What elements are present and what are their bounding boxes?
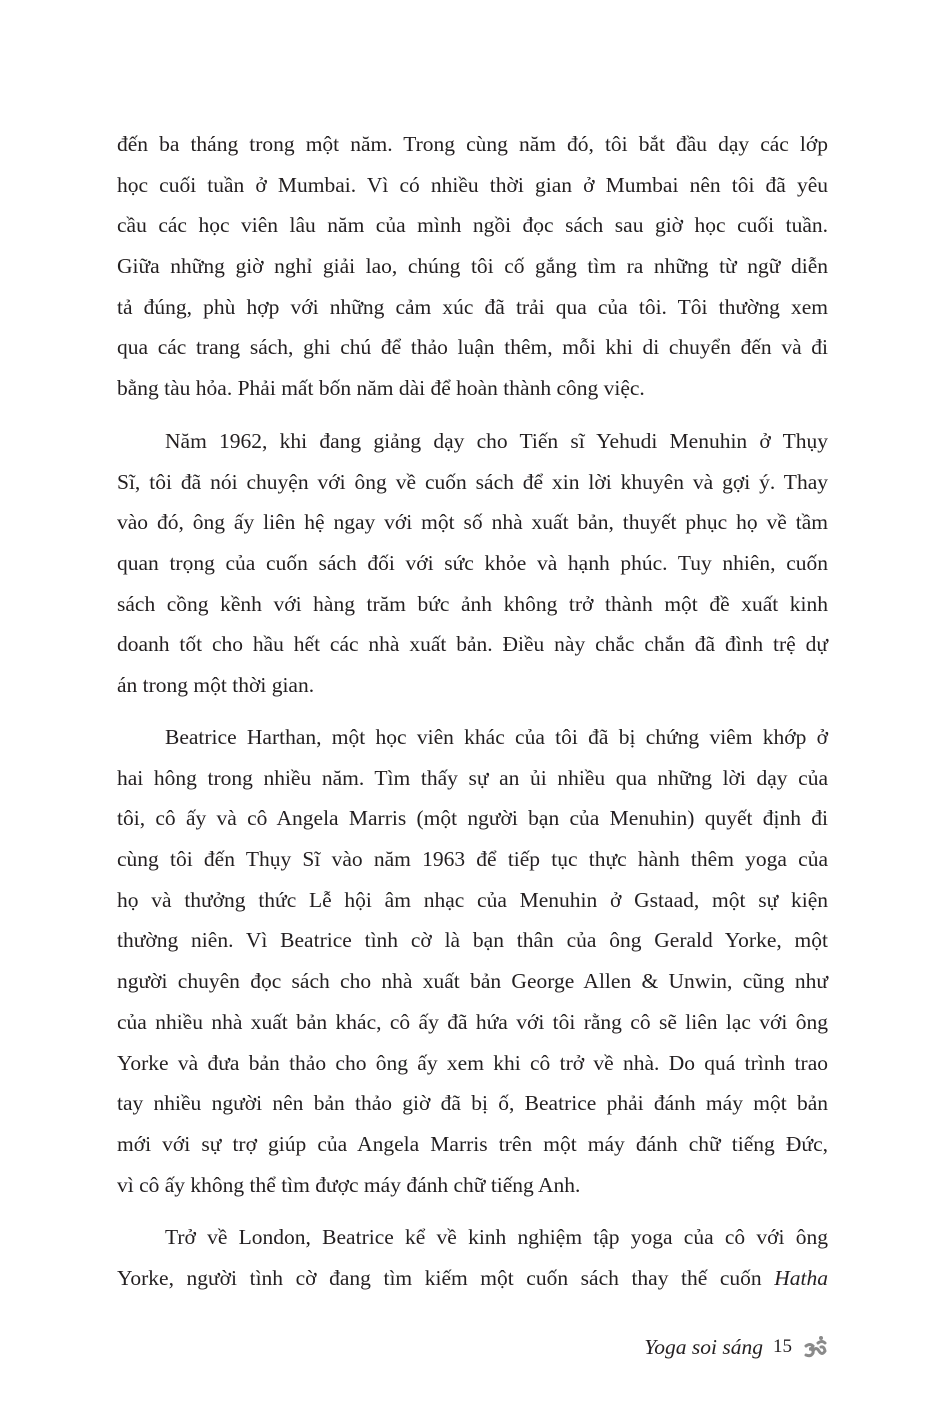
paragraph-4 xyxy=(117,1217,828,1298)
running-title: Yoga soi sáng xyxy=(644,1334,763,1359)
page-footer xyxy=(600,1330,828,1364)
text-line: học cuối tuần ở Mumbai. Vì có nhiều thời gian ở Mumbai nên tôi đã yêu xyxy=(117,172,828,197)
text-line: doanh tốt cho hầu hết các nhà xuất bản. Điều này chắc chắn đã đình trệ dự xyxy=(117,632,828,657)
text-line: họ và thưởng thức Lễ hội âm nhạc của Menuhin ở Gstaad, một sự kiện xyxy=(117,887,828,912)
text-line: cầu các học viên lâu năm của mình ngồi đọc sách sau giờ học cuối tuần. xyxy=(117,213,828,238)
text-line: mới với sự trợ giúp của Angela Marris trên một máy đánh chữ tiếng Đức, xyxy=(117,1131,828,1156)
text-line: người chuyên đọc sách cho nhà xuất bản George Allen & Unwin, cũng như xyxy=(117,969,828,994)
text-line: tôi, cô ấy và cô Angela Marris (một người bạn của Menuhin) quyết định đi xyxy=(117,806,828,831)
text-line: tả đúng, phù hợp với những cảm xúc đã trải qua của tôi. Tôi thường xem xyxy=(117,294,828,319)
text-line: Năm 1962, khi đang giảng dạy cho Tiến sĩ Yehudi Menuhin ở Thụy xyxy=(165,429,828,453)
text-line: án trong một thời gian. xyxy=(117,673,315,698)
text-line: thường niên. Vì Beatrice tình cờ là bạn thân của ông Gerald Yorke, một xyxy=(117,928,828,953)
text-line xyxy=(117,1258,828,1299)
paragraph-3 xyxy=(117,717,828,1205)
text-line: tay nhiều người nên bản thảo giờ đã bị ố, Beatrice phải đánh máy một bản xyxy=(117,1091,828,1116)
paragraph-2 xyxy=(117,421,828,706)
text-line: vào đó, ông ấy liên hệ ngay với một số nhà xuất bản, thuyết phục họ về tầm xyxy=(117,510,828,535)
text-segment: Yorke, người tình cờ đang tìm kiếm một cuốn sách thay thế cuốn xyxy=(117,1265,775,1290)
text-line: qua các trang sách, ghi chú để thảo luận thêm, mỗi khi di chuyển đến và đi xyxy=(117,335,828,360)
italic-book-title: Hatha xyxy=(774,1265,828,1290)
text-line: Beatrice Harthan, một học viên khác của tôi đã bị chứng viêm khớp ở xyxy=(165,725,828,749)
text-line: cùng tôi đến Thụy Sĩ vào năm 1963 để tiếp tục thực hành thêm yoga của xyxy=(117,847,828,872)
text-line: Sĩ, tôi đã nói chuyện với ông về cuốn sách để xin lời khuyên và gợi ý. Thay xyxy=(117,469,828,494)
text-line: Giữa những giờ nghỉ giải lao, chúng tôi cố gắng tìm ra những từ ngữ diễn xyxy=(117,254,828,279)
text-line: sách cồng kềnh với hàng trăm bức ảnh không trở thành một đề xuất kinh xyxy=(117,591,828,616)
om-symbol-icon xyxy=(802,1334,828,1360)
text-line: Yorke và đưa bản thảo cho ông ấy xem khi cô trở về nhà. Do quá trình trao xyxy=(117,1050,828,1075)
text-line: quan trọng của cuốn sách đối với sức khỏe và hạnh phúc. Tuy nhiên, cuốn xyxy=(117,551,828,576)
page-number: 15 xyxy=(773,1336,792,1357)
text-line: bằng tàu hỏa. Phải mất bốn năm dài để hoàn thành công việc. xyxy=(117,376,645,401)
paragraph-1 xyxy=(117,124,828,409)
text-line: Trở về London, Beatrice kể về kinh nghiệm tập yoga của cô với ông xyxy=(165,1225,828,1249)
text-line: của nhiều nhà xuất bản khác, cô ấy đã hứa với tôi rằng cô sẽ liên lạc với ông xyxy=(117,1009,828,1034)
text-line: hai hông trong nhiều năm. Tìm thấy sự an ủi nhiều qua những lời dạy của xyxy=(117,765,828,790)
text-line: vì cô ấy không thể tìm được máy đánh chữ tiếng Anh. xyxy=(117,1172,581,1197)
text-line: đến ba tháng trong một năm. Trong cùng năm đó, tôi bắt đầu dạy các lớp xyxy=(117,132,828,156)
